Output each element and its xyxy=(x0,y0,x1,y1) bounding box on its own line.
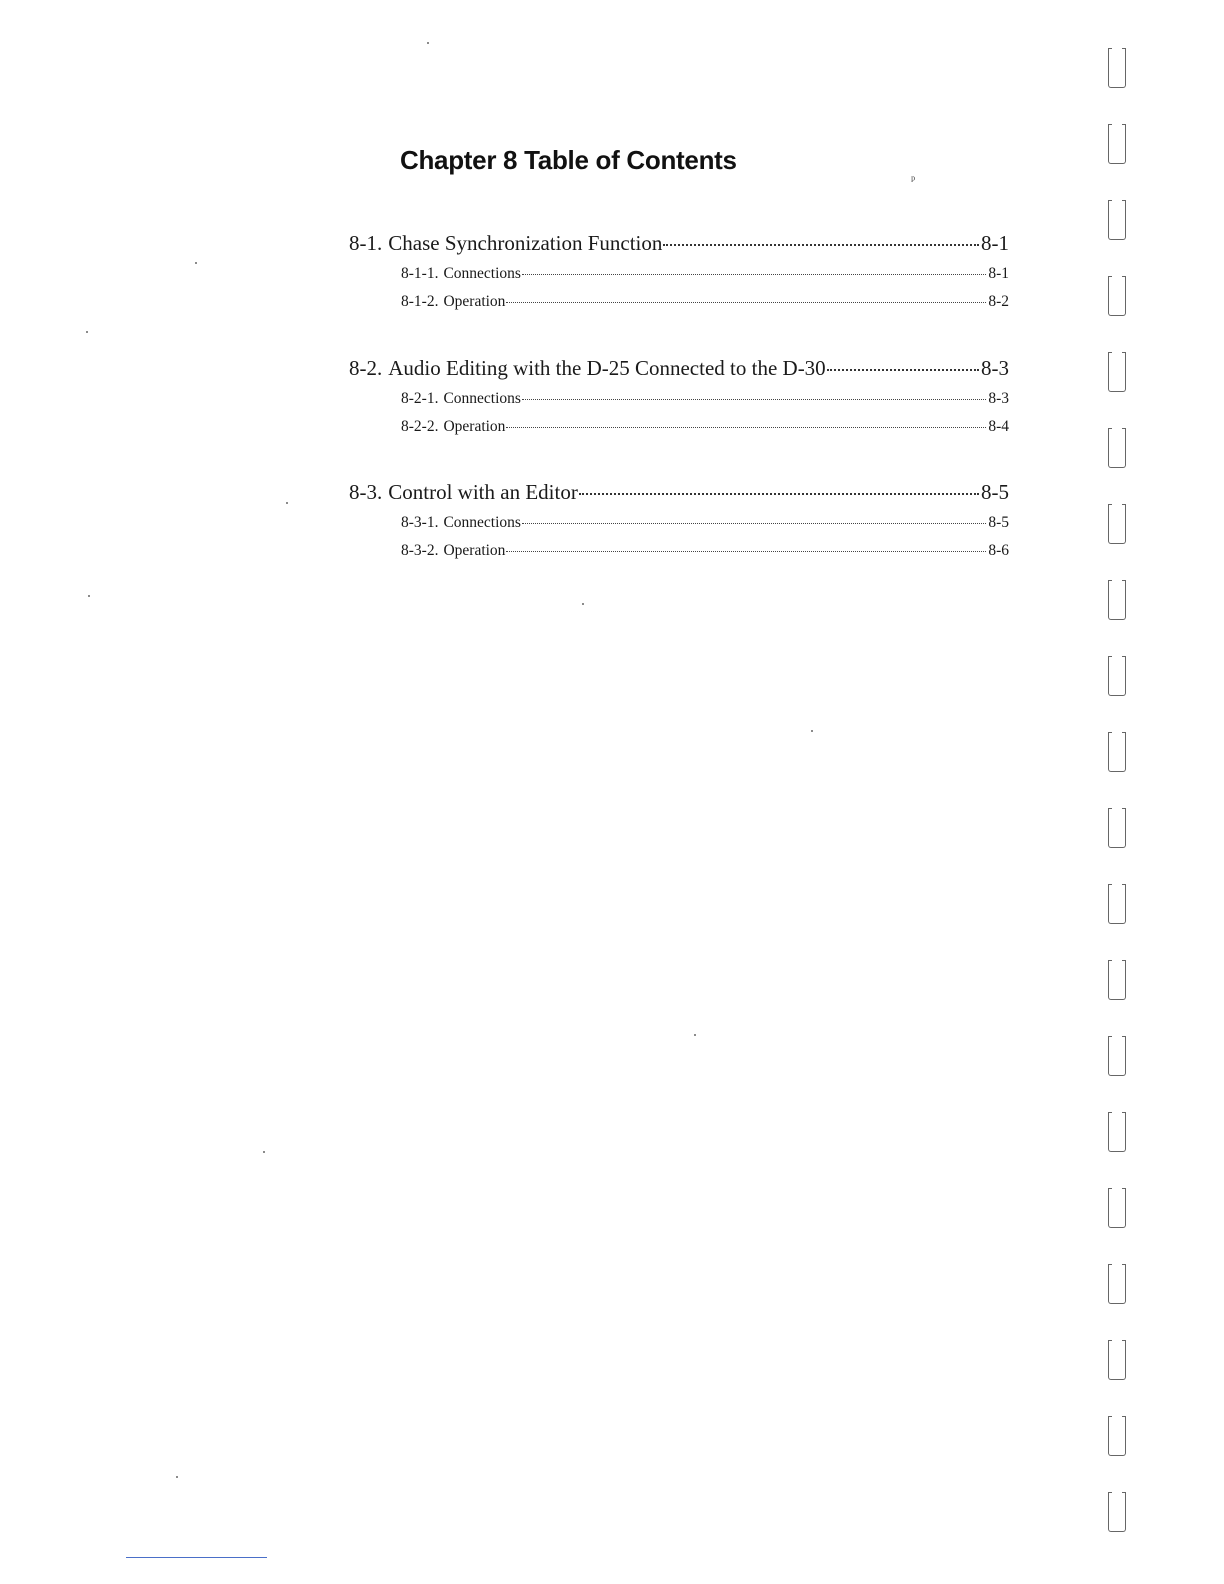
binder-hole xyxy=(1108,656,1126,696)
toc-subsection-page: 8-3 xyxy=(988,390,1009,407)
binder-hole xyxy=(1108,124,1126,164)
toc-subsection-page: 8-6 xyxy=(988,542,1009,559)
toc-subsection-number: 8-1-2. xyxy=(401,293,439,310)
toc-subsection-number: 8-3-2. xyxy=(401,542,439,559)
toc-section-title: Audio Editing with the D-25 Connected to the D-30 xyxy=(388,356,826,380)
toc-section-title: Chase Synchronization Function xyxy=(388,231,663,255)
binder-hole xyxy=(1108,1188,1126,1228)
toc-subsection-title: Operation xyxy=(443,418,506,435)
toc-section-8-1[interactable] xyxy=(349,231,1009,256)
toc-section-number: 8-2. xyxy=(349,356,383,380)
toc-subsection-8-3-2[interactable] xyxy=(401,542,1009,560)
binder-hole xyxy=(1108,1036,1126,1076)
toc-subsection-number: 8-2-1. xyxy=(401,390,439,407)
scan-speck xyxy=(263,1151,265,1153)
dot-leader xyxy=(579,493,979,495)
toc-section-8-3[interactable] xyxy=(349,480,1009,505)
binder-hole xyxy=(1108,1340,1126,1380)
binder-hole xyxy=(1108,960,1126,1000)
toc-section-number: 8-3. xyxy=(349,480,383,504)
scan-speck xyxy=(427,42,429,44)
binder-hole xyxy=(1108,276,1126,316)
toc-subsection-number: 8-3-1. xyxy=(401,514,439,531)
toc-subsection-8-1-2[interactable] xyxy=(401,293,1009,311)
toc-subsection-number: 8-2-2. xyxy=(401,418,439,435)
dot-leader xyxy=(522,399,986,400)
toc-subsection-8-1-1[interactable] xyxy=(401,265,1009,283)
toc-subsection-8-2-1[interactable] xyxy=(401,390,1009,408)
dot-leader xyxy=(522,274,986,275)
toc-subsection-8-2-2[interactable] xyxy=(401,418,1009,436)
binder-hole xyxy=(1108,1112,1126,1152)
toc-subsection-title: Connections xyxy=(443,514,521,531)
binder-hole xyxy=(1108,428,1126,468)
scan-speck xyxy=(694,1034,696,1036)
toc-subsection-page: 8-4 xyxy=(988,418,1009,435)
stray-mark: ᵖ xyxy=(911,172,916,187)
dot-leader xyxy=(827,369,979,371)
toc-subsection-number: 8-1-1. xyxy=(401,265,439,282)
binder-hole xyxy=(1108,200,1126,240)
toc-subsection-title: Connections xyxy=(443,265,521,282)
toc-section-page: 8-5 xyxy=(981,480,1009,504)
toc-subsection-page: 8-2 xyxy=(988,293,1009,310)
binder-hole xyxy=(1108,504,1126,544)
binder-hole xyxy=(1108,884,1126,924)
scan-speck xyxy=(176,1476,178,1478)
dot-leader xyxy=(506,427,986,428)
scan-speck xyxy=(582,603,584,605)
scan-speck xyxy=(286,502,288,504)
binder-hole xyxy=(1108,580,1126,620)
toc-section-number: 8-1. xyxy=(349,231,383,255)
scan-speck xyxy=(811,730,813,732)
toc-subsection-title: Operation xyxy=(443,293,506,310)
binder-hole xyxy=(1108,1416,1126,1456)
toc-section-page: 8-1 xyxy=(981,231,1009,255)
toc-subsection-8-3-1[interactable] xyxy=(401,514,1009,532)
dot-leader xyxy=(506,302,986,303)
binder-hole xyxy=(1108,1264,1126,1304)
dot-leader xyxy=(522,523,986,524)
binder-hole xyxy=(1108,48,1126,88)
binder-hole xyxy=(1108,732,1126,772)
toc-subsection-title: Operation xyxy=(443,542,506,559)
toc-section-page: 8-3 xyxy=(981,356,1009,380)
toc-section-title: Control with an Editor xyxy=(388,480,578,504)
binder-hole xyxy=(1108,808,1126,848)
toc-subsection-page: 8-1 xyxy=(988,265,1009,282)
binder-hole xyxy=(1108,352,1126,392)
bottom-rule xyxy=(126,1557,267,1558)
toc-section-8-2[interactable] xyxy=(349,356,1009,381)
scan-speck xyxy=(86,331,88,333)
binder-hole xyxy=(1108,1492,1126,1532)
dot-leader xyxy=(506,551,986,552)
page-title: Chapter 8 Table of Contents xyxy=(400,145,737,175)
scan-speck xyxy=(88,595,90,597)
dot-leader xyxy=(663,244,979,246)
toc-subsection-title: Connections xyxy=(443,390,521,407)
toc-subsection-page: 8-5 xyxy=(988,514,1009,531)
scan-speck xyxy=(195,262,197,264)
